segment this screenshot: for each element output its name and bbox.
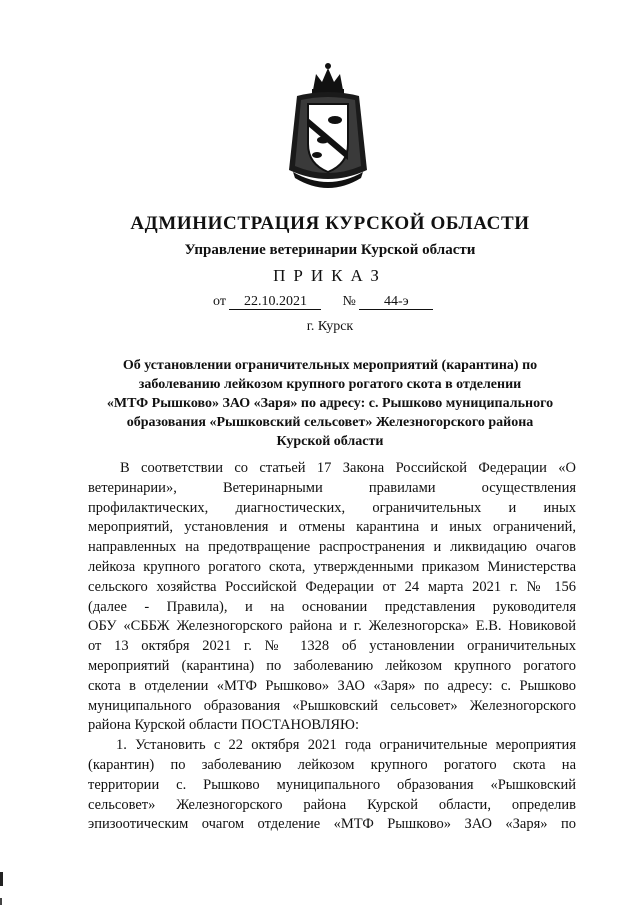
document-date: 22.10.2021 xyxy=(229,294,321,310)
body-line: муниципального образования «Рышковский сельсовет» Железногорского xyxy=(88,697,576,714)
body-line: района Курской области ПОСТАНОВЛЯЮ: xyxy=(88,717,359,734)
city: г. Курск xyxy=(306,319,354,334)
body-line: сельского хозяйства Российской Федерации от 24 марта 2021 г. № 156 xyxy=(88,578,576,595)
body-line: эпизоотическим очагом отделение «МТФ Рышково» ЗАО «Заря» по xyxy=(88,816,576,833)
title-line: «МТФ Рышково» ЗАО «Заря» по адресу: с. Рышково муниципального xyxy=(106,396,554,411)
body-line: лейкоза крупного рогатого скота, утвержденными приказом Министерства xyxy=(88,558,576,575)
organization-heading: АДМИНИСТРАЦИЯ КУРСКОЙ ОБЛАСТИ xyxy=(130,213,530,234)
order-title xyxy=(70,356,590,451)
body-line: ветеринарии», Ветеринарными правилами осуществления xyxy=(88,479,576,496)
scan-edge-mark xyxy=(0,872,3,886)
title-line: заболеванию лейкозом крупного рогатого скота в отделении xyxy=(138,377,522,392)
body-line: 1. Установить с 22 октября 2021 года ограничительные мероприятия xyxy=(116,737,576,754)
order-body-text xyxy=(88,459,576,835)
body-line: скота в отделении «МТФ Рышково» ЗАО «Заря» по адресу: с. Рышково xyxy=(88,677,576,694)
body-line: мероприятий (карантина) по заболеванию лейкозом крупного рогатого xyxy=(88,657,576,674)
body-line: (карантин) по заболеванию лейкозом крупного рогатого скота на xyxy=(88,756,576,773)
title-line: образования «Рышковский сельсовет» Железногорского района xyxy=(126,415,534,430)
body-line: сельсовет» Железногорского района Курской области, определив xyxy=(88,796,576,813)
kursk-coat-of-arms-emblem xyxy=(283,60,373,195)
number-prefix: № xyxy=(342,294,356,309)
body-line: профилактических, диагностических, ограничительных и иных xyxy=(88,499,576,516)
document-number: 44-э xyxy=(359,294,433,310)
document-type: ПРИКАЗ xyxy=(273,266,387,285)
body-line: ОБУ «СББЖ Железногорского района и г. Железногорска» Е.В. Новиковой xyxy=(88,618,576,635)
department-heading: Управление ветеринарии Курской области xyxy=(184,242,476,258)
body-line: территории с. Рышково муниципального образования «Рышковский xyxy=(88,776,576,793)
document-date-number-line xyxy=(213,294,433,310)
title-line: Курской области xyxy=(276,434,384,449)
title-line: Об установлении ограничительных мероприятий (карантина) по xyxy=(122,358,538,373)
body-line: от 13 октября 2021 г. № 1328 об установлении ограничительных xyxy=(88,638,576,655)
body-line: направленных на предотвращение распространения и ликвидацию очагов xyxy=(88,539,576,556)
body-line: В соответствии со статьей 17 Закона Российской Федерации «О xyxy=(120,460,576,476)
body-line: (далее - Правила), и на основании представления руководителя xyxy=(88,598,576,615)
date-prefix: от xyxy=(213,294,226,309)
body-line: мероприятий, установления и отмены карантина и иных ограничений, xyxy=(88,519,576,536)
scan-edge-mark xyxy=(0,898,2,905)
